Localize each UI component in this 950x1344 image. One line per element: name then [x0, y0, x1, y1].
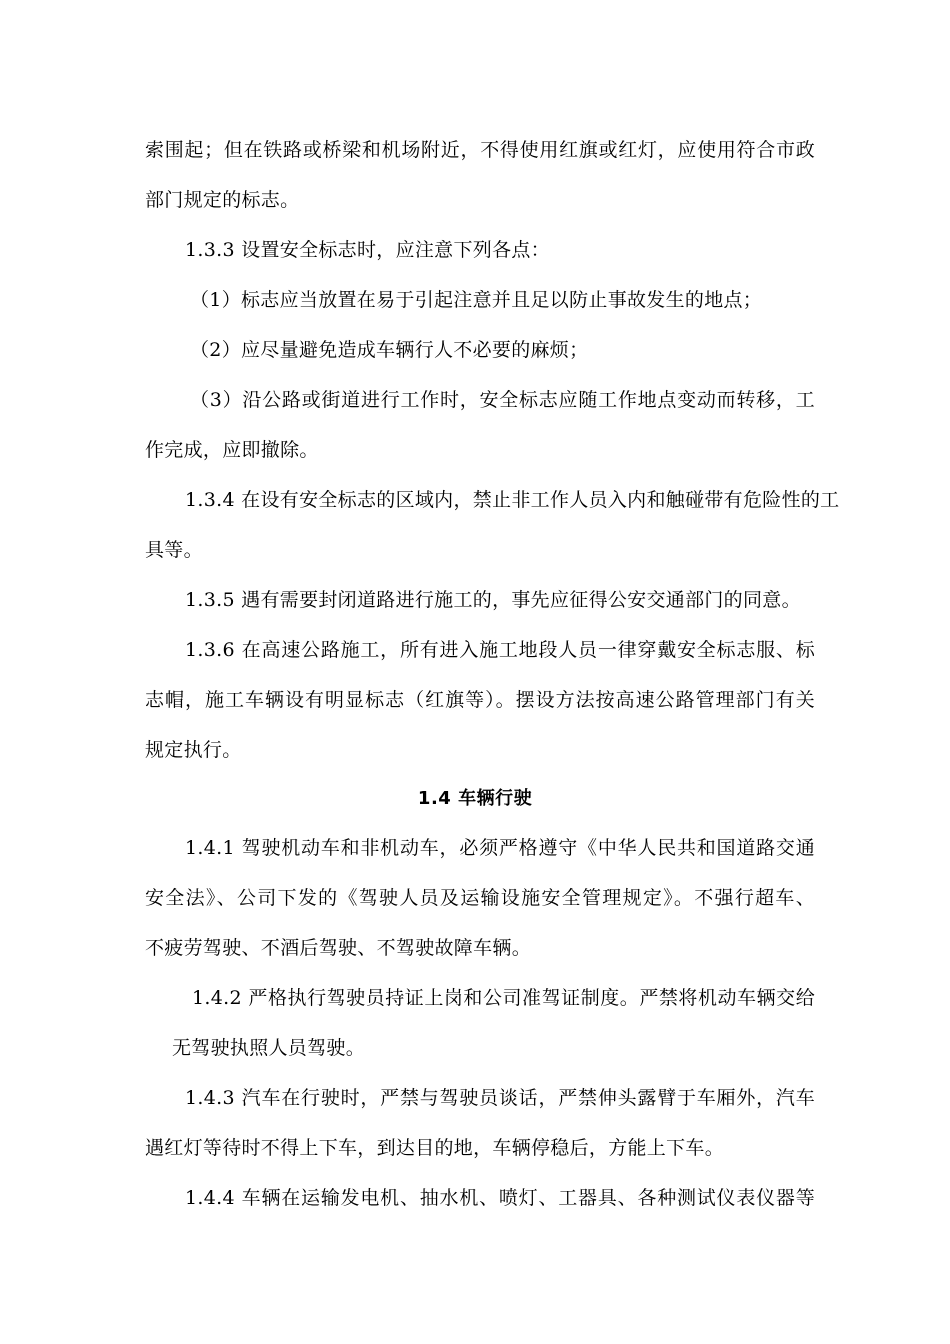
paragraph-line: 无驾驶执照人员驾驶。	[172, 1037, 366, 1059]
paragraph-line: 1.4.2 严格执行驾驶员持证上岗和公司准驾证制度。严禁将机动车辆交给	[192, 987, 815, 1009]
paragraph-line: 索围起；但在铁路或桥梁和机场附近，不得使用红旗或红灯，应使用符合市政	[145, 139, 815, 161]
section-heading: 1.4 车辆行驶	[417, 788, 533, 809]
paragraph-line: 部门规定的标志。	[145, 189, 300, 211]
paragraph-line: 1.4.3 汽车在行驶时，严禁与驾驶员谈话，严禁伸头露臂于车厢外，汽车	[185, 1087, 815, 1109]
paragraph-line: 规定执行。	[145, 739, 242, 761]
paragraph-line: 1.3.4 在设有安全标志的区域内，禁止非工作人员入内和触碰带有危险性的工	[185, 489, 840, 511]
list-item: （1）标志应当放置在易于引起注意并且足以防止事故发生的地点；	[190, 289, 763, 311]
paragraph-line: 1.4.1 驾驶机动车和非机动车，必须严格遵守《中华人民共和国道路交通	[185, 837, 815, 859]
paragraph-line: 1.4.4 车辆在运输发电机、抽水机、喷灯、工器具、各种测试仪表仪器等	[185, 1187, 815, 1209]
paragraph-line: 安全法》、公司下发的《驾驶人员及运输设施安全管理规定》。不强行超车、	[145, 887, 815, 909]
paragraph-line: 1.3.5 遇有需要封闭道路进行施工的，事先应征得公安交通部门的同意。	[185, 589, 801, 611]
list-item: （2）应尽量避免造成车辆行人不必要的麻烦；	[190, 339, 589, 361]
paragraph-line: 志帽，施工车辆设有明显标志（红旗等）。摆设方法按高速公路管理部门有关	[145, 689, 815, 711]
paragraph-line: 不疲劳驾驶、不酒后驾驶、不驾驶故障车辆。	[145, 937, 532, 959]
paragraph-line: 具等。	[145, 539, 203, 561]
paragraph-line: 1.3.6 在高速公路施工，所有进入施工地段人员一律穿戴安全标志服、标	[185, 639, 815, 661]
paragraph-line: 遇红灯等待时不得上下车，到达目的地，车辆停稳后，方能上下车。	[145, 1137, 725, 1159]
paragraph-line: 1.3.3 设置安全标志时，应注意下列各点：	[185, 239, 550, 261]
list-item: （3）沿公路或街道进行工作时，安全标志应随工作地点变动而转移，工	[190, 389, 815, 411]
paragraph-line: 作完成，应即撤除。	[145, 439, 319, 461]
